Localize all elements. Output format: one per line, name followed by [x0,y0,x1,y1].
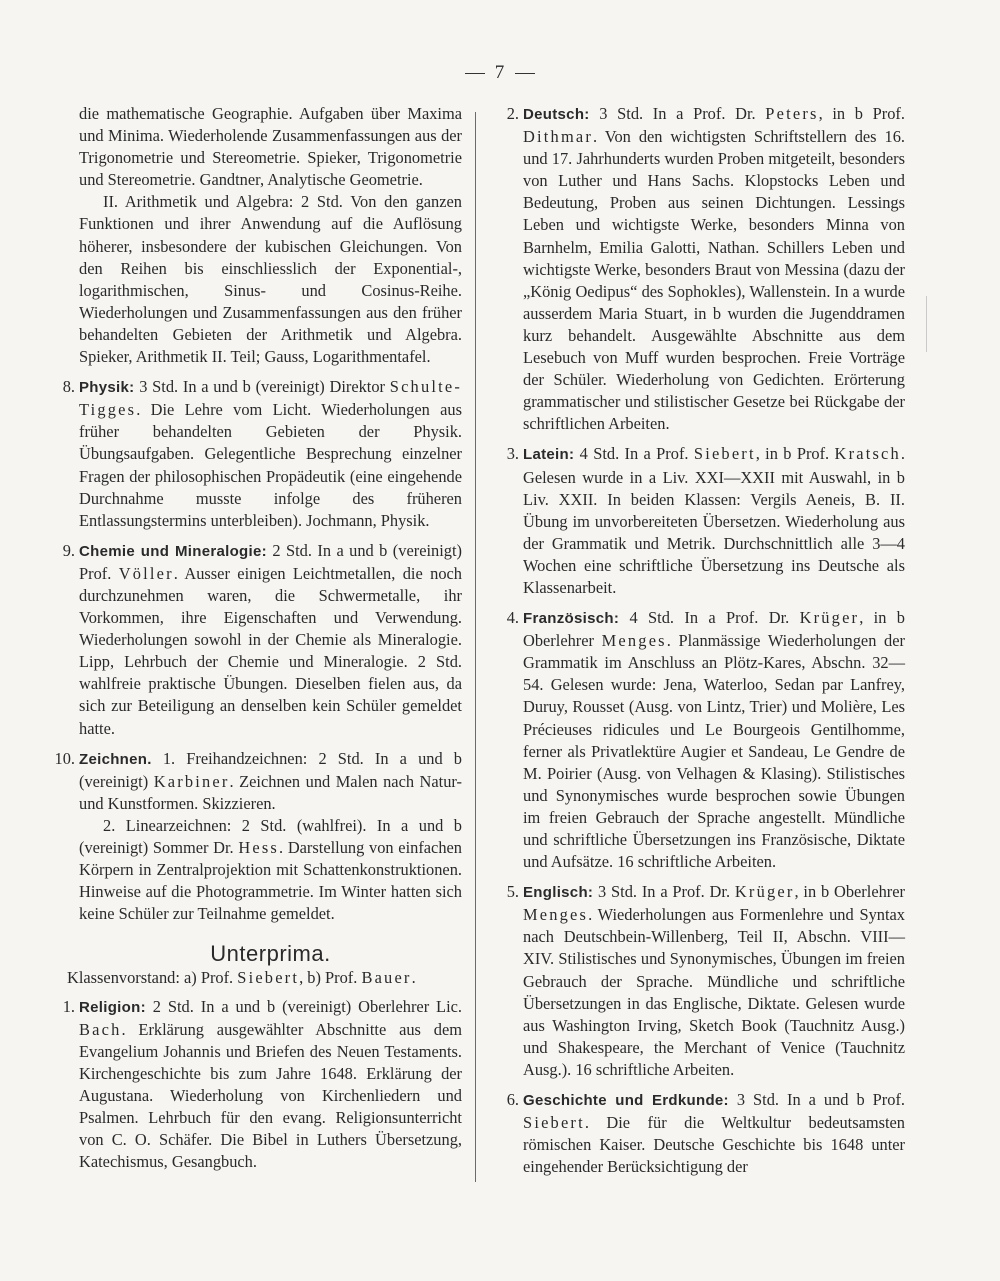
entry-text: . Wiederholungen aus Formenlehre und Syntax nach Deutschbein-Willenberg, Teil II, Abschn. VIII—XIV. Stilistisches und Synonymisches, Übungen im freien Gebrauch der Sprache. Mündliche und schriftliche Übersetzungen in das Englische, Diktate. Gelesen wurde aus Washington Irving, Sketch Book (Tauchnitz Ausg.) und Shakespeare, the Merchant of Venice (Tauchnitz Ausg.). 16 schriftliche Arbeiten. [523,905,905,1079]
entry-text: , in b Oberlehrer [523,608,905,651]
entry-number: 9. [62,540,75,560]
dash-left [465,73,485,74]
entry-text: 3 Std. In a und b (vereinigt) Direktor [134,377,390,397]
entry-geschichte [506,1089,905,1178]
entry-franzoesisch [506,607,905,873]
teacher-name: Siebert [693,444,756,464]
teacher-name: Bauer [361,968,412,988]
teacher-name: Menges [601,631,667,651]
entry-text: . Zeichnen und Malen nach Natur- und Kunstformen. Skizzieren. [79,771,462,813]
subject-title: Chemie und Mineralogie: [79,542,267,560]
entry-text: . Von den wichtigsten Schriftstellern des 16. und 17. Jahrhunderts wurden Proben mitgeteilt, besonders von Luther und Hans Sachs. Klopstocks Leben und Bedeutung, Proben aus seinen Dichtungen. Lessings Leben und wichtigste Werke, besonders Minna von Barnhelm, Emilia Galotti, Nathan. Schillers Leben und wichtigste Werke, besonders Braut von Messina (dazu der „König Oedipus“ des Sophokles), Wallenstein. In a wurde ausserdem Maria Stuart, in b wurden die Jugenddramen kurz behandelt. Ausgewählte Abschnitte aus dem Lesebuch von Muff wurden besprochen. Freie Vorträge der Schüler. Wiederholung von Gedichten. Erörterung grammatischer und stilistischer Gesetze bei Rückgabe der schriftlichen Arbeiten. [523,127,905,434]
teacher-name: Krüger [734,882,795,902]
entry-text: . Gelesen wurde in a Liv. XXI—XXII mit Auswahl, in b Liv. XXII. In beiden Klassen: Vergils Aeneis, B. II. Übung im unvorbereiteten Übersetzen. Wiederholung aus der Grammatik und Metrik. Durchschnittlich alle 3—4 Wochen eine schriftliche Übersetzung ins Deutsche als Klassenarbeit. [523,444,906,597]
teacher-name: Siebert [523,1113,585,1133]
entry-number: 4. [506,608,519,628]
entry-number: 10. [54,748,75,768]
teacher-name: Menges [523,905,589,925]
entry-text: 1. Freihandzeichnen: 2 Std. In a und b (vereinigt) [79,748,462,791]
entry-physik [62,376,462,532]
entry-text: . Ausser einigen Leichtmetallen, die noch durchzunehmen waren, die Schwermetalle, ihr Vorkommen, ihre Eigenschaften und Verwendung. Wiederholungen sowohl in der Chemie als Mineralogie. Lipp, Lehrbuch der Chemie und Mineralogie. 2 Std. wahlfreie praktische Übungen. Dieselben fielen aus, da sich zur Beteiligung an denselben kein Schüler gemeldet hatte. [79,563,462,738]
teacher-name: Krüger [799,608,860,628]
teacher-name: Siebert [237,968,300,988]
class-head-text: , b) Prof. [299,968,362,988]
entry-text: . Planmässige Wiederholungen der Grammatik im Anschluss an Plötz-Kares, Abschn. 32—54. Gelesen wurde: Jena, Waterloo, Sedan par Lanfrey, Duruy, Rousset (Ausg. von Lintz, Trier) und Molière, Les Précieuses ridicules und Le Bourgeois Gentilhomme, ferner als Privatlektüre Augier et Sandeau, Le Gendre de M. Poirier (Ausg. von Velhagen & Klasing). Stilistisches und Synonymisches wurde besprochen sowie Übungen im freien Gebrauch der Sprache angestellt. Mündliche und schriftliche Übersetzungen ins Französische, Diktate und Aufsätze. 16 schriftliche Arbeiten. [523,631,905,872]
teacher-name: Dithmar [523,127,594,147]
entry-number: 2. [506,104,519,123]
subject-title: Englisch: [523,884,594,902]
arithmetik-paragraph: II. Arithmetik und Algebra: 2 Std. Von den ganzen Funktionen und ihrer Anwendung auf die Auflösung höherer, insbesondere der kubischen Gleichungen. Von den Reihen bis einschliesslich der Exponential-, logarithmischen, Sinus- und Cosinus-Reihe. Wiederholungen und Zusammenfassungen aus den früher behandelten Gebieten der Arithmetik und Algebra. Spieker, Arithmetik II. Teil; Gauss, Logarithmentafel. [79,192,462,367]
left-column [54,103,462,1181]
entry-englisch [506,881,905,1081]
entry-text: 3 Std. In a Prof. Dr. [593,882,735,902]
entry-number: 1. [62,996,75,1016]
entry-text: 2 Std. In a und b (vereinigt) Oberlehrer Lic. [145,996,462,1016]
page-number [0,62,1000,84]
subject-title: Religion: [79,998,146,1016]
entry-text: . Die für die Weltkultur bedeutsamsten römischen Kaiser. Deutsche Geschichte bis 1648 unter eingehender Berücksichtigung der [523,1113,905,1177]
entry-text: 4 Std. In a Prof. [574,444,694,464]
teacher-name: Völler [118,563,174,583]
entry-text: 3 Std. In a Prof. Dr. [589,104,766,123]
dash-right [515,73,535,74]
subject-title: Physik: [79,379,135,397]
teacher-name: Schulte-Tigges [79,377,462,420]
scan-mark [926,296,927,352]
subject-title: Deutsch: [523,106,590,123]
teacher-name: Karbiner [153,771,230,791]
entry-text: 2. Linearzeichnen: 2 Std. (wahlfrei). In a und b (vereinigt) Sommer Dr. [79,815,462,857]
entry-zeichnen [54,748,462,815]
entry-number: 3. [506,444,519,464]
subject-title: Zeichnen. [79,750,152,768]
entry-text: . Darstellung von einfachen Körpern in Zentralprojektion mit Schattenkonstruktionen. Hinweise auf die Photogrammetrie. Im Winter hatten sich keine Schüler zur Teilnahme gemeldet. [79,838,462,924]
teacher-name: Kratsch [834,444,901,464]
section-title: Unterprima. [210,941,331,967]
entry-chemie [62,540,462,740]
class-head-text: Klassenvorstand: a) Prof. [67,968,238,988]
teacher-name: Peters [765,104,819,123]
right-column [506,103,906,1186]
subject-title: Geschichte und Erdkunde: [523,1092,729,1110]
entry-text: 4 Std. In a Prof. Dr. [619,608,800,628]
subject-title: Französisch: [523,610,620,628]
entry-religion [62,996,462,1174]
zeichnen-sub-paragraph [79,815,462,925]
column-divider [475,112,476,1182]
teacher-name: Bach [79,1019,122,1039]
entry-number: 8. [62,377,75,397]
entry-text: 3 Std. In a und b Prof. [728,1090,905,1110]
page-number-text: 7 [494,62,506,83]
entry-text: . Erklärung ausgewählter Abschnitte aus dem Evangelium Johannis und Briefen des Neuen Testaments. Kirchengeschichte bis zum Jahre 1648. Erklärung der Augustana. Wiederholung von Kirchenliedern und Psalmen. Lehrbuch für den evang. Religionsunterricht von C. O. Schäfer. Die Bibel in Luthers Übersetzung, Katechismus, Gesangbuch. [79,1019,462,1172]
entry-deutsch [506,103,905,435]
teacher-name: Hess [238,838,280,857]
entry-text: 2 Std. In a und b (vereinigt) Prof. [79,540,462,583]
continuation-paragraph: die mathematische Geographie. Aufgaben über Maxima und Minima. Wiederholende Zusammenfassungen aus der Trigonometrie und Stereometrie. Spieker, Trigonometrie und Stereometrie. Gandtner, Analytische Geometrie. [79,104,462,190]
entry-latein [506,443,906,599]
entry-text: . Die Lehre vom Licht. Wiederholungen aus früher behandelten Gebieten der Physik. Übungsaufgaben. Gelegentliche Besprechung einzelner Fragen der philosophischen Propädeutik (eine eingehende Durchnahme musste infolge des früheren Entlassungstermins unterbleiben). Jochmann, Physik. [79,400,462,530]
entry-text: , in b Oberlehrer [794,882,905,902]
entry-number: 5. [506,882,519,902]
entry-number: 6. [506,1090,519,1110]
subject-title: Latein: [523,446,575,464]
class-head-text: . [411,968,416,988]
entry-text: , in b Prof. [818,104,905,123]
class-head [67,967,462,989]
entry-text: , in b Prof. [755,444,835,464]
